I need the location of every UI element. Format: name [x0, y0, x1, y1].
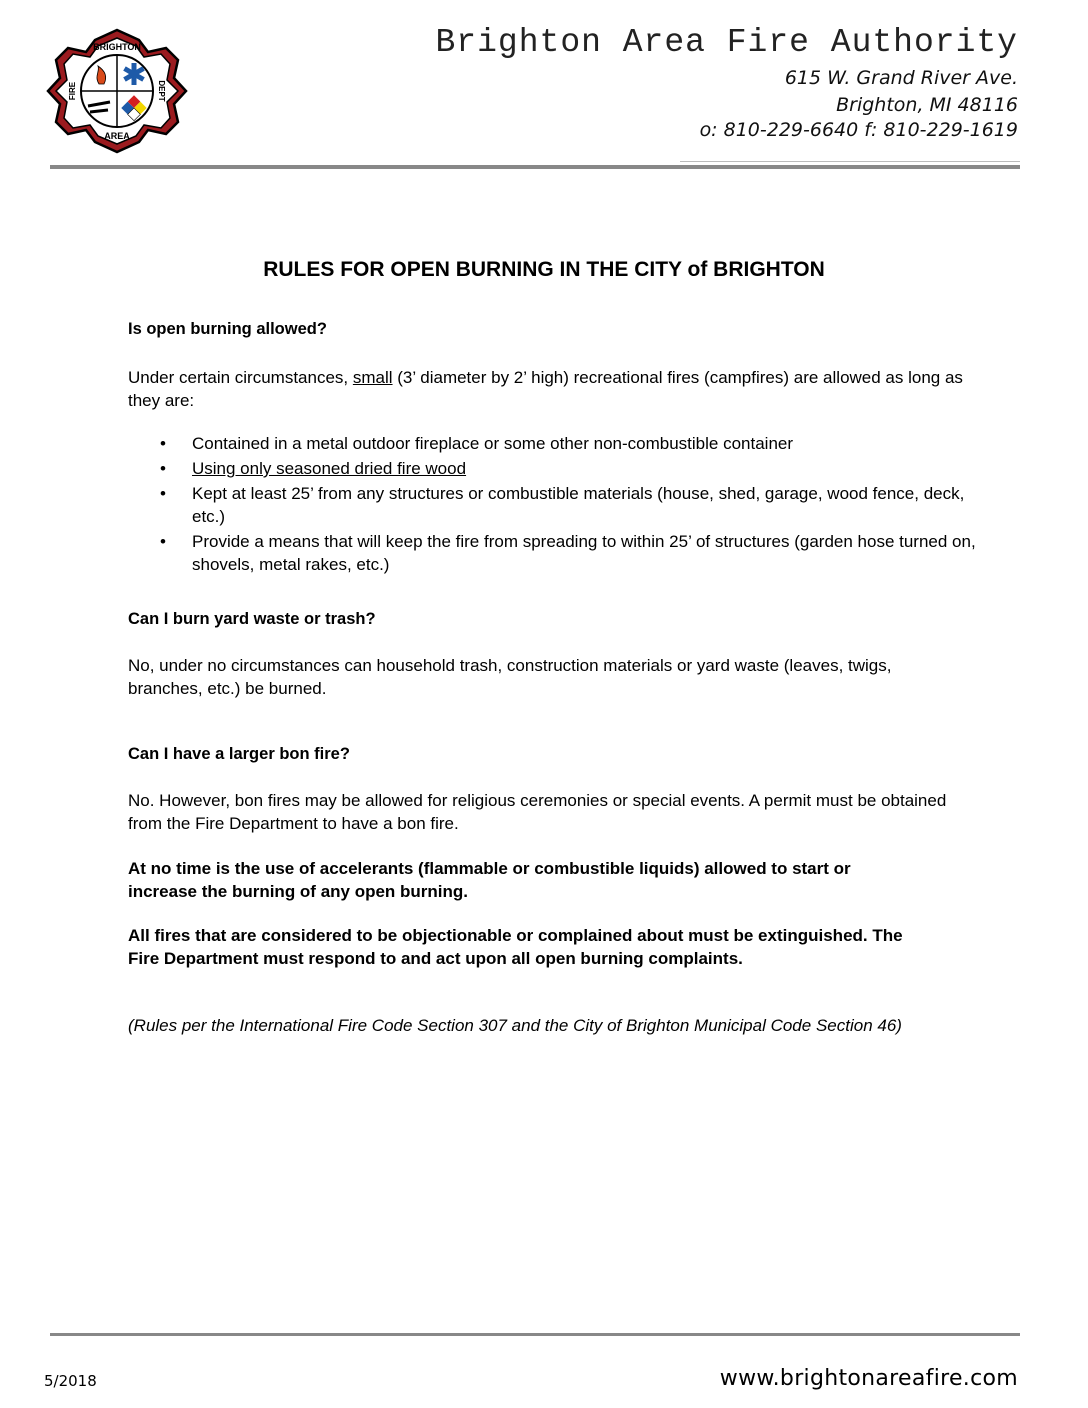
list-item-text: Using only seasoned dried fire wood	[192, 459, 467, 478]
list-item: • Contained in a metal outdoor fireplace or some other non-combustible container	[160, 432, 980, 455]
complaints-notice: All fires that are considered to be objectionable or complained about must be extinguished. The Fire Department must respond to and act upon all open burning complaints.	[128, 926, 903, 968]
document-title: RULES FOR OPEN BURNING IN THE CITY of BRIGHTON	[263, 258, 825, 281]
address-street: 615 W. Grand River Ave.	[784, 67, 1018, 89]
phone-fax: o: 810-229-6640 f: 810-229-1619	[699, 119, 1018, 141]
maltese-cross-icon	[44, 26, 190, 156]
accelerants-notice: At no time is the use of accelerants (flammable or combustible liquids) allowed to start or increase the burning of any open burning.	[128, 859, 851, 901]
svg-text:BRIGHTON: BRIGHTON	[93, 42, 141, 52]
question-bon-fire: Can I have a larger bon fire?	[128, 745, 350, 763]
question-open-burning: Is open burning allowed?	[128, 320, 327, 338]
fire-department-logo	[44, 26, 190, 156]
address-city: Brighton, MI 48116	[836, 94, 1018, 116]
underlined-word: small	[352, 368, 393, 387]
svg-text:DEPT: DEPT	[157, 80, 166, 102]
organization-name: Brighton Area Fire Authority	[435, 24, 1018, 61]
header-rule-thin	[680, 161, 1020, 162]
header-divider	[50, 165, 1020, 169]
answer-open-burning	[128, 366, 968, 412]
revision-date: 5/2018	[44, 1372, 97, 1390]
svg-text:FIRE: FIRE	[68, 81, 77, 101]
svg-text:AREA: AREA	[104, 131, 130, 141]
code-citation: (Rules per the International Fire Code Section 307 and the City of Brighton Municipal Code Section 46)	[128, 1016, 902, 1035]
question-yard-waste: Can I burn yard waste or trash?	[128, 610, 376, 628]
answer-text: Under certain circumstances,	[128, 368, 353, 387]
footer-divider	[50, 1333, 1020, 1336]
list-item: • Kept at least 25’ from any structures or combustible materials (house, shed, garage, wood fence, deck, etc.)	[160, 482, 980, 528]
answer-text-cont: (3’ diameter by 2’ high) recreational fires (campfires) are allowed as long as they are:	[128, 368, 963, 410]
website-url: www.brightonareafire.com	[719, 1366, 1018, 1391]
list-item: • Provide a means that will keep the fire from spreading to within 25’ of structures (garden hose turned on, shovels, metal rakes, etc.)	[160, 530, 980, 576]
conditions-list	[160, 432, 980, 578]
answer-bon-fire: No. However, bon fires may be allowed for religious ceremonies or special events. A permit must be obtained from the Fire Department to have a bon fire.	[128, 791, 947, 833]
answer-yard-waste: No, under no circumstances can household trash, construction materials or yard waste (leaves, twigs, branches, etc.) be burned.	[128, 656, 892, 698]
list-item	[160, 457, 980, 480]
